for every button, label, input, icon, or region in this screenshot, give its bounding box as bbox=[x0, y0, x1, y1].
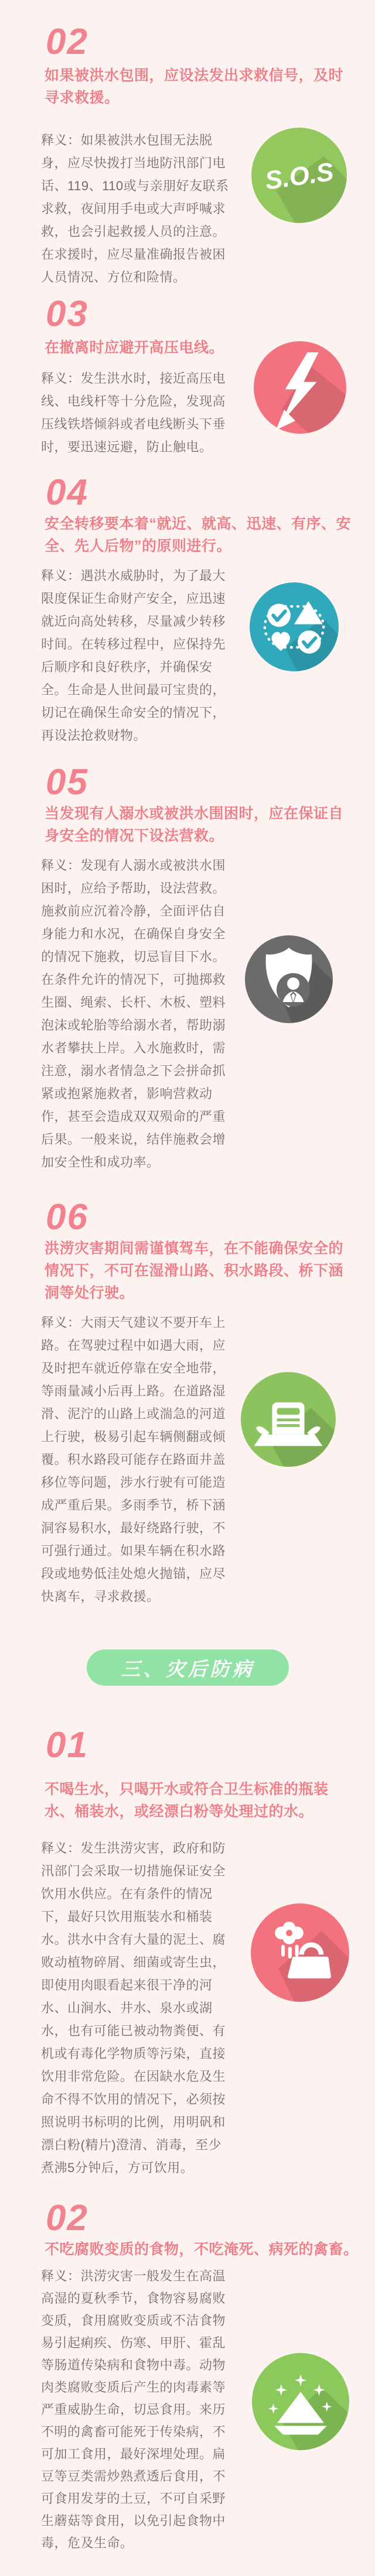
section-flood-06 bbox=[0, 1199, 375, 1608]
lightning-icon bbox=[254, 341, 346, 434]
section-number: 03 bbox=[46, 294, 88, 334]
section-headline: 不吃腐败变质的食物，不吃淹死、病死的禽畜。 bbox=[45, 2241, 359, 2258]
section-body: 释义：遇洪水威胁时，为了最大限度保证生命财产安全，应迅速就近向高处转移，尽量减少转移时间。在转移过程中，应保持先后顺序和良好秩序，并确保安全。生命是人世间最可宝贵的，切记在确保生命安全的情况下，再设法抢救财物。 bbox=[41, 568, 226, 743]
section-post-01 bbox=[0, 1727, 375, 2179]
section-body: 释义：发现有人溺水或被洪水围困时，应给予帮助，设法营救。施救前应沉着冷静，全面评估自身能力和水况，在确保自身安全的情况下施救，切忌盲目下水。在条件允许的情况下，可抛掷救生圈、绳索、长杆、木板、塑料泡沫或轮胎等给溺水者，帮助溺水者攀扶上岸。入水施救时，需注意，溺水者情急之下会拼命抓紧或抱紧施救者，影响营救动作，甚至会造成双双殒命的严重后果。一般来说，结伴施救会增加安全性和成功率。 bbox=[41, 858, 226, 1169]
svg-text:S.O.S: S.O.S bbox=[263, 157, 336, 195]
section-body: 释义：洪涝灾害一般发生在高温高湿的夏秋季节，食物容易腐败变质，食用腐败变质或不洁食物易引起痢疾、伤寒、甲肝、霍乱等肠道传染病和食物中毒。动物肉类腐败变质后产生的肉毒素等严重威胁生命，切忌食用。来历不明的禽畜可能死于传染病，不可加工食用，最好深埋处理。扁豆等豆类需炒熟煮透后食用，不可食用发芽的土豆，不可自采野生蘑菇等食用，以免引起食物中毒，危及生命。 bbox=[41, 2269, 226, 2550]
section-flood-03 bbox=[0, 296, 375, 458]
section-flood-04 bbox=[0, 474, 375, 747]
section-body: 释义：大雨天气建议不要开车上路。在驾驶过程中如遇大雨，应及时把车就近停靠在安全地带，等雨量减小后再上路。在道路湿滑、泥泞的山路上或湍急的河道上行驶，极易引起车辆侧翻或倾覆。积水路段可能存在路面井盖移位等问题，涉水行驶有可能造成严重后果。多雨季节，桥下涵洞容易积水，最好绕路行驶，不可强行通过。如果车辆在积水路段或地势低洼处熄火抛锚，应尽快离车，寻求救援。 bbox=[41, 1315, 226, 1604]
section-flood-05 bbox=[0, 764, 375, 1174]
section-headline: 当发现有人溺水或被洪水围困时，应在保证自身安全的情况下设法营救。 bbox=[45, 805, 344, 844]
section-number: 02 bbox=[46, 2198, 88, 2238]
part-banner bbox=[87, 1649, 289, 1686]
part-banner-label: 三、灾后防病 bbox=[121, 1658, 255, 1680]
section-flood-02 bbox=[0, 23, 375, 289]
shield-person-icon bbox=[245, 935, 333, 1023]
sos-icon bbox=[251, 128, 347, 223]
section-body: 释义：如果被洪水包围无法脱身，应尽快拨打当地防汛部门电话、119、110或与亲朋好友联系求救，夜间用手电或大声呼喊求救，也会引起救援人员的注意。在求援时，应尽量准确报告被困人员情况、方位和险情。 bbox=[41, 133, 229, 284]
section-headline: 洪涝灾害期间需谨慎驾车，在不能确保安全的情况下，不可在湿滑山路、积水路段、桥下涵洞等处行驶。 bbox=[45, 1240, 344, 1301]
section-number: 01 bbox=[46, 1725, 88, 1765]
section-headline: 不喝生水，只喝开水或符合卫生标准的瓶装水、桶装水，或经漂白粉等处理过的水。 bbox=[45, 1781, 329, 1820]
boiling-kettle-icon bbox=[251, 1903, 349, 2002]
section-post-02 bbox=[0, 2200, 375, 2554]
choices-icon bbox=[250, 582, 339, 671]
clean-food-icon bbox=[252, 2353, 349, 2450]
section-headline: 安全转移要本着“就近、就高、迅速、有序、安全、先人后物”的原则进行。 bbox=[45, 516, 352, 554]
section-number: 02 bbox=[46, 22, 88, 62]
section-body: 释义：发生洪涝灾害，政府和防汛部门会采取一切措施保证安全饮用水供应。在有条件的情况下，最好只饮用瓶装水和桶装水。洪水中含有大量的泥土、腐败动植物碎屑、细菌或寄生虫，即使用肉眼看起来很干净的河水、山涧水、井水、泉水或湖水，也有可能已被动物粪便、有机或有毒化学物质等污染，直接饮用非常危险。在因缺水危及生命不得不饮用的情况下，必须按照说明书标明的比例，用明矾和漂白粉(精片)澄清、消毒，至少煮沸5分钟后，方可饮用。 bbox=[41, 1841, 226, 2175]
section-body: 释义：发生洪水时，接近高压电线、电线杆等十分危险，发现高压线铁塔倾斜或者电线断头下垂时，要迅速远避，防止触电。 bbox=[41, 371, 226, 454]
section-number: 06 bbox=[46, 1197, 88, 1237]
section-number: 05 bbox=[46, 762, 88, 802]
section-headline: 在撤离时应避开高压电线。 bbox=[45, 339, 224, 356]
section-headline: 如果被洪水包围，应设法发出求救信号，及时寻求救援。 bbox=[45, 67, 344, 106]
section-number: 04 bbox=[46, 472, 88, 513]
car-flood-icon bbox=[241, 1372, 336, 1467]
